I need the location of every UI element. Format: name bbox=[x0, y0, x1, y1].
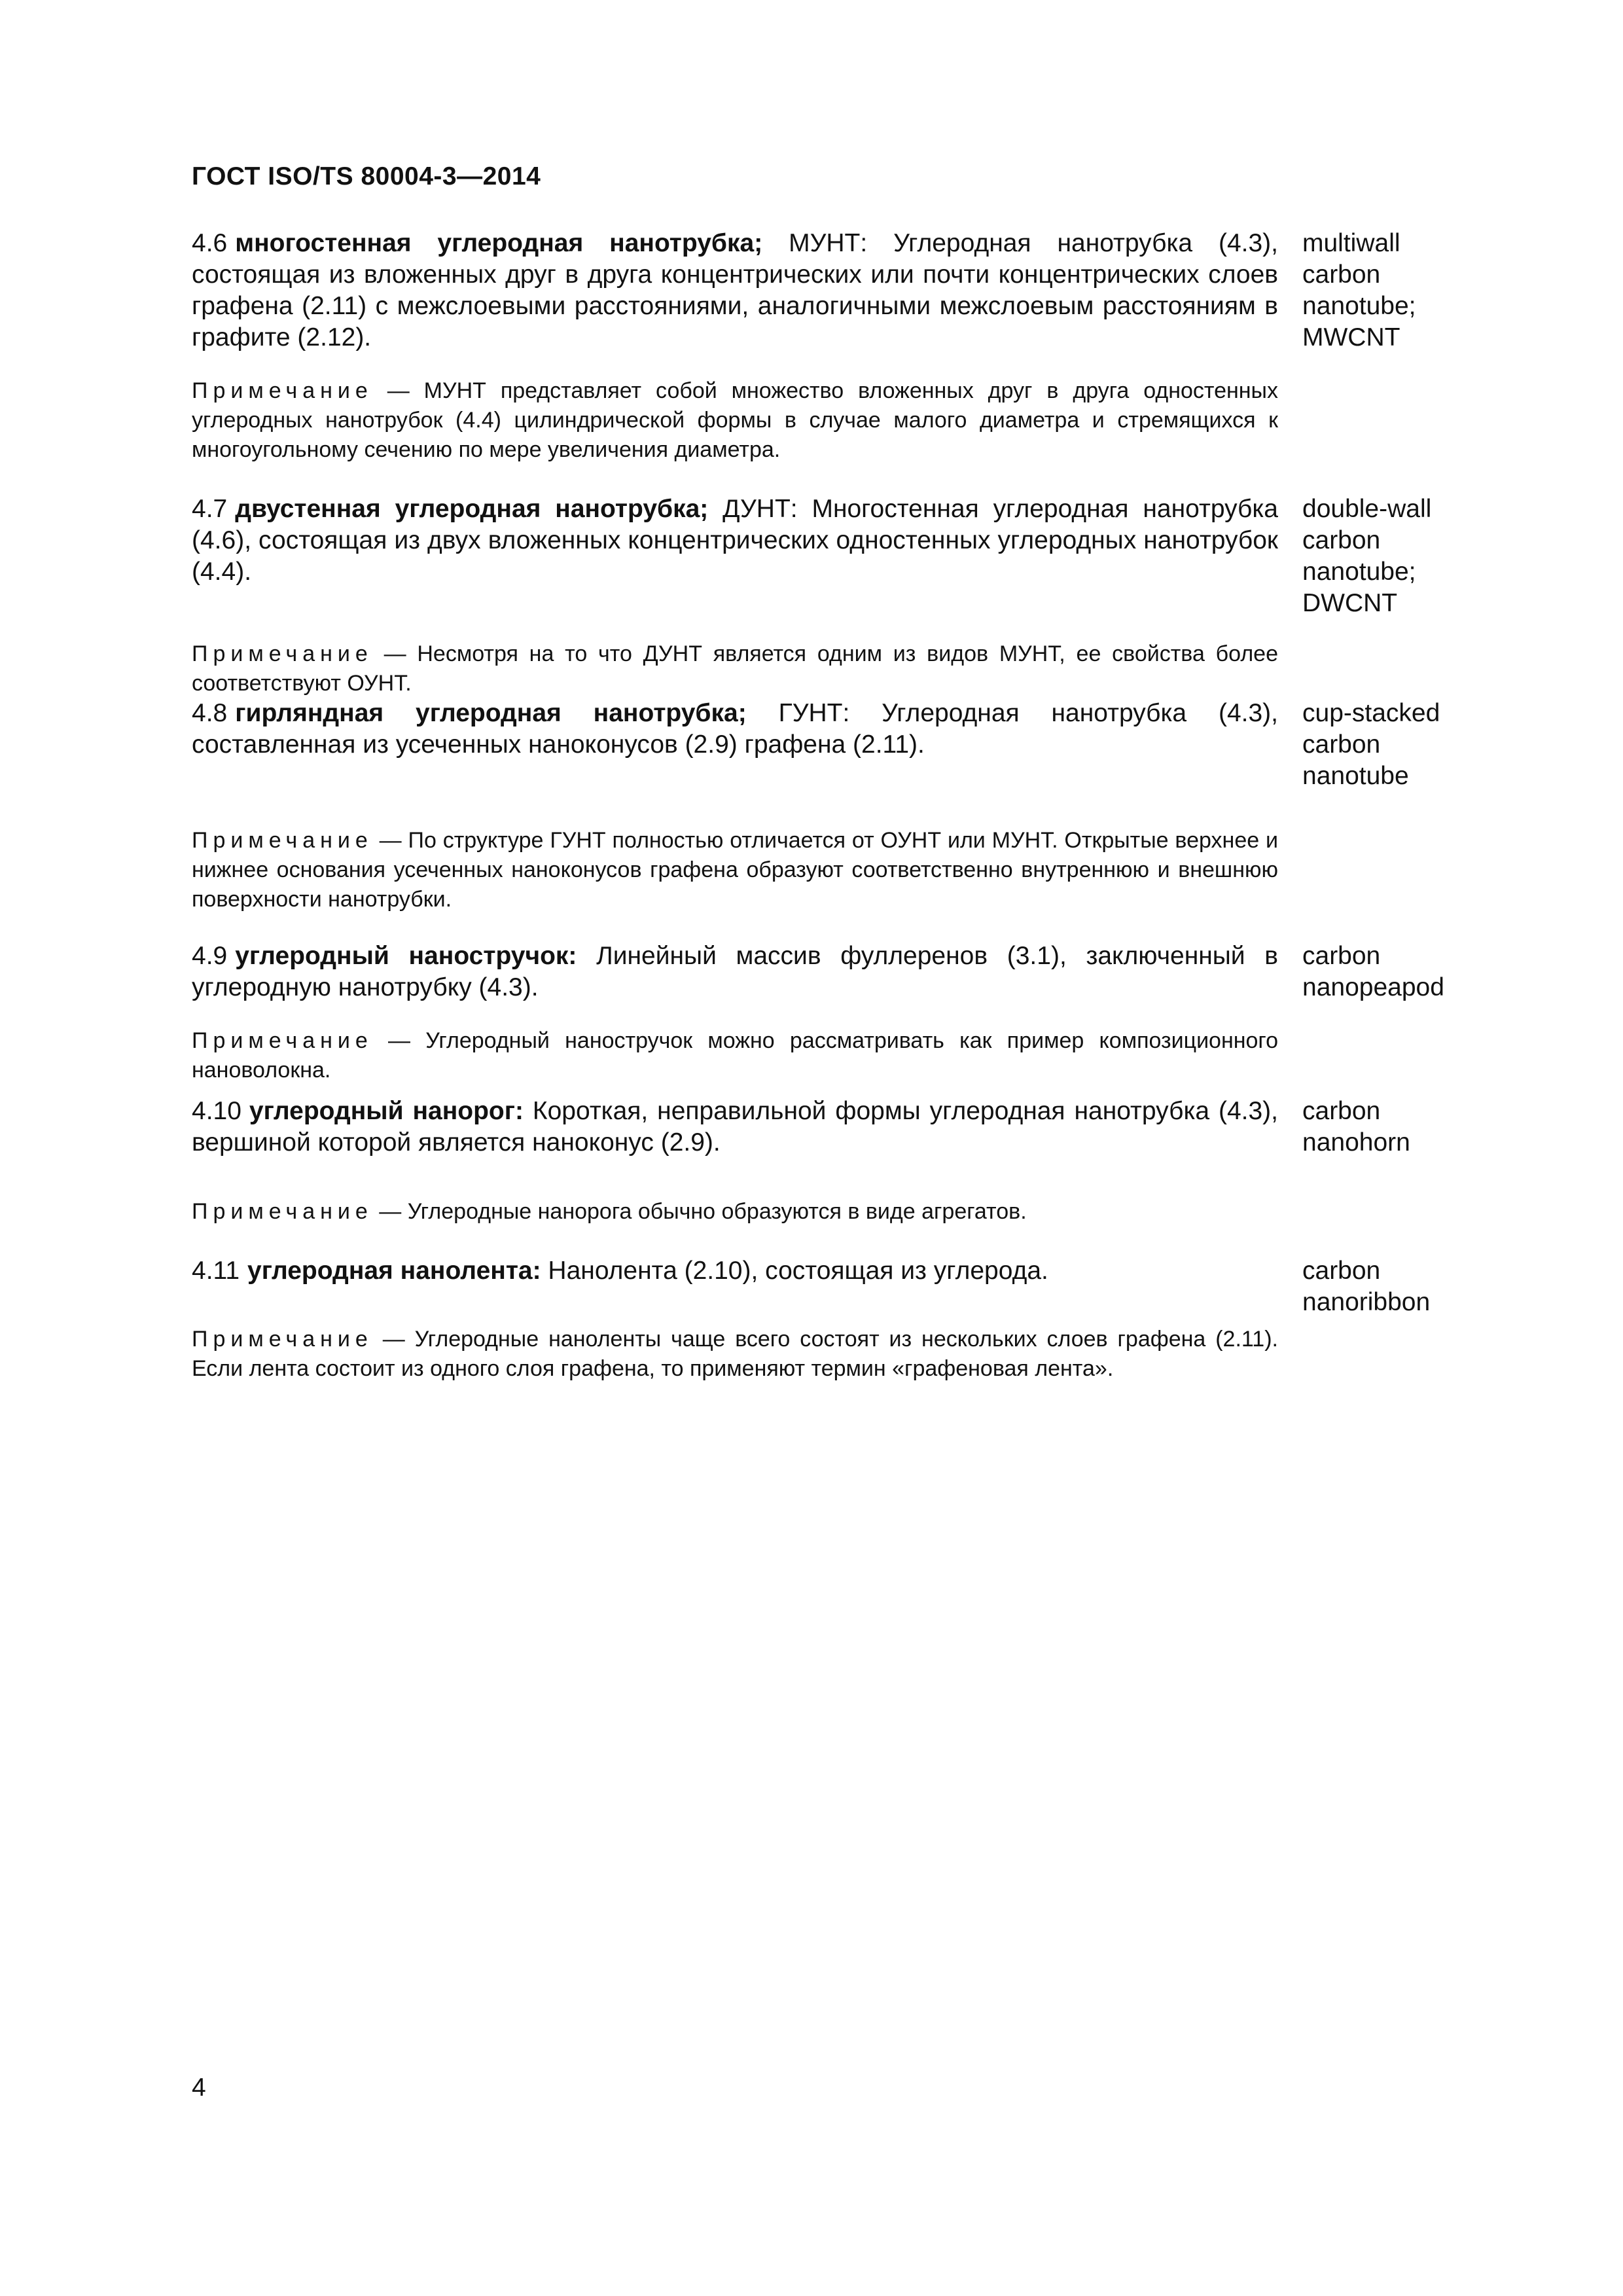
note-4-6: Примечание — МУНТ представляет собой множество вложенных друг в друга одностенных углеродных нанотрубок (4.4) цилиндрической формы в случае малого диаметра и стремящихся к многоугольному сечению по мере увеличения диаметра. bbox=[192, 378, 1278, 462]
term-entry-4-7 bbox=[192, 493, 1278, 588]
term-number: 4.7 bbox=[192, 495, 228, 523]
term-name: двустенная углеродная нанотрубка; bbox=[235, 495, 709, 523]
note-label: Примечание bbox=[192, 1199, 373, 1224]
note-label: Примечание bbox=[192, 641, 373, 666]
note-text: МУНТ представляет собой множество вложенных друг в друга одностенных углеродных нанотрубок (4.4) цилиндрической формы в случае малого диаметра и стремящихся к многоугольному сечению по мере увеличения диаметра. bbox=[192, 378, 1278, 462]
term-name: углеродный нанорог: bbox=[249, 1097, 524, 1125]
term-number: 4.6 bbox=[192, 229, 228, 257]
note-label: Примечание bbox=[192, 1028, 373, 1053]
english-equivalent-4-11: carbon nanoribbon bbox=[1302, 1257, 1431, 1316]
term-definition: Короткая, неправильной формы углеродная нанотрубка (4.3), вершиной которой является наноконус (2.9). bbox=[192, 1097, 1278, 1157]
note-label: Примечание bbox=[192, 378, 373, 403]
note-text: Углеродные наноленты чаще всего состоят из нескольких слоев графена (2.11). Если лента состоит из одного слоя графена, то применяют термин «графеновая лента». bbox=[192, 1327, 1278, 1381]
note-4-11: Примечание — Углеродные наноленты чаще всего состоят из нескольких слоев графена (2.11). Если лента состоит из одного слоя графена, то применяют термин «графеновая лента». bbox=[192, 1327, 1278, 1381]
term-entry-4-10 bbox=[192, 1096, 1278, 1158]
term-number: 4.10 bbox=[192, 1097, 241, 1125]
term-definition: Линейный массив фуллеренов (3.1), заключенный в углеродную нанотрубку (4.3). bbox=[192, 942, 1279, 1001]
page-number: 4 bbox=[192, 2073, 206, 2102]
note-4-7: Примечание — Несмотря на то что ДУНТ является одним из видов МУНТ, ее свойства более соответствуют ОУНТ. bbox=[192, 641, 1278, 696]
document-header: ГОСТ ISO/TS 80004-3—2014 bbox=[192, 162, 541, 190]
english-equivalent-4-8: cup-stacked carbon nanotube bbox=[1302, 699, 1440, 790]
note-label: Примечание bbox=[192, 828, 373, 853]
note-4-10: Примечание — Углеродные нанорога обычно образуются в виде агрегатов. bbox=[192, 1199, 1027, 1224]
term-definition: ДУНТ: Многостенная углеродная нанотрубка (4.6), состоящая из двух вложенных концентрических одностенных углеродных нанотрубок (4.4). bbox=[192, 495, 1278, 586]
note-text: Углеродный наностручок можно рассматривать как пример композиционного нановолокна. bbox=[192, 1028, 1278, 1083]
note-text: По структуре ГУНТ полностью отличается от ОУНТ или МУНТ. Открытые верхнее и нижнее основания усеченных наноконусов графена образуют соответственно внутреннюю и внешнюю поверхности нанотрубки. bbox=[192, 828, 1278, 912]
english-equivalent-4-9: carbon nanopeapod bbox=[1302, 942, 1444, 1001]
english-equivalent-4-7: double-wall carbon nanotube; DWCNT bbox=[1302, 495, 1432, 617]
term-number: 4.8 bbox=[192, 699, 228, 727]
term-number: 4.9 bbox=[192, 942, 228, 970]
term-entry-4-9 bbox=[192, 941, 1278, 1003]
term-entry-4-8 bbox=[192, 698, 1278, 761]
term-definition: Нанолента (2.10), состоящая из углерода. bbox=[541, 1257, 1048, 1285]
term-entry-4-6 bbox=[192, 228, 1278, 353]
note-label: Примечание bbox=[192, 1327, 373, 1352]
term-name: многостенная углеродная нанотрубка; bbox=[235, 229, 763, 257]
note-4-8: Примечание — По структуре ГУНТ полностью отличается от ОУНТ или МУНТ. Открытые верхнее и нижнее основания усеченных наноконусов графена образуют соответственно внутреннюю и внешнюю поверхности нанотрубки. bbox=[192, 828, 1278, 912]
term-definition: МУНТ: Углеродная нанотрубка (4.3), состоящая из вложенных друг в друга концентрических или почти концентрических слоев графена (2.11) с межслоевыми расстояниями, аналогичными межслоевым расстояниям в графите (2.12). bbox=[192, 229, 1278, 351]
term-entry-4-11 bbox=[192, 1255, 1278, 1287]
english-equivalent-4-10: carbon nanohorn bbox=[1302, 1097, 1410, 1157]
english-equivalent-4-6: multiwall carbon nanotube; MWCNT bbox=[1302, 229, 1416, 351]
term-number: 4.11 bbox=[192, 1257, 240, 1285]
note-text: Углеродные нанорога обычно образуются в виде агрегатов. bbox=[407, 1199, 1027, 1224]
term-name: гирляндная углеродная нанотрубка; bbox=[235, 699, 747, 727]
note-text: Несмотря на то что ДУНТ является одним из видов МУНТ, ее свойства более соответствуют ОУНТ. bbox=[192, 641, 1278, 696]
term-name: углеродная нанолента: bbox=[247, 1257, 541, 1285]
term-definition: ГУНТ: Углеродная нанотрубка (4.3), составленная из усеченных наноконусов (2.9) графена (2.11). bbox=[192, 699, 1278, 759]
note-4-9: Примечание — Углеродный наностручок можно рассматривать как пример композиционного нановолокна. bbox=[192, 1028, 1278, 1083]
term-name: углеродный наностручок: bbox=[235, 942, 577, 970]
